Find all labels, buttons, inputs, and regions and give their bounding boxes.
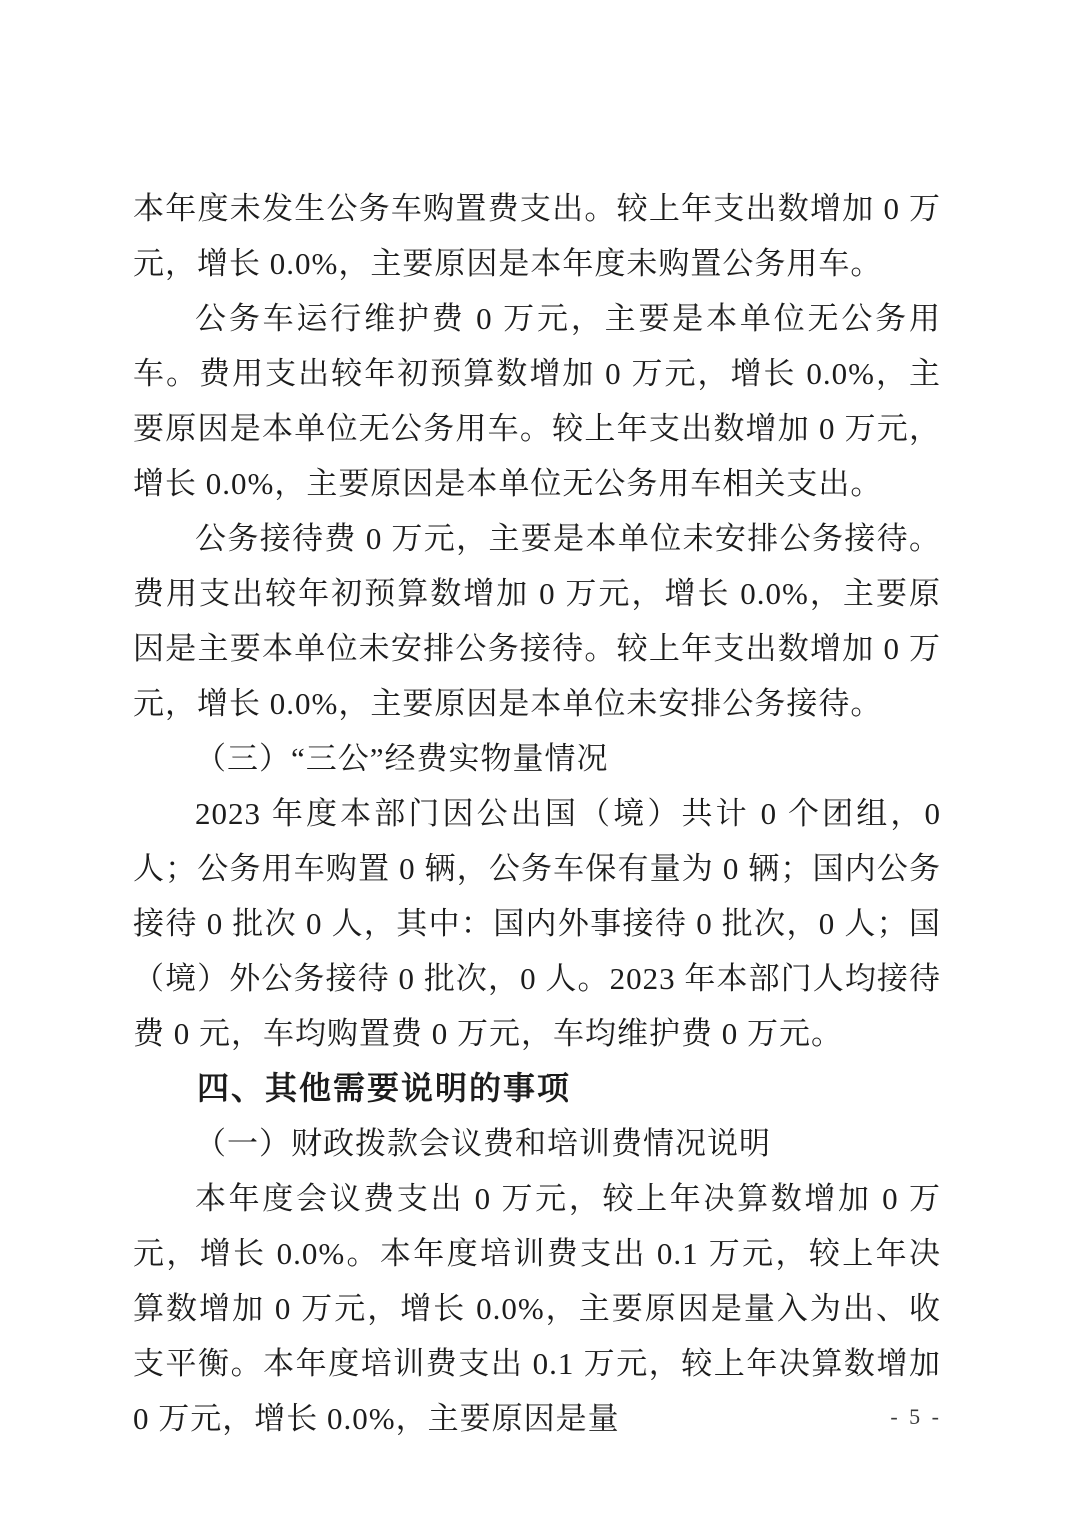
subheading-meeting-training-fees: （一）财政拨款会议费和培训费情况说明 xyxy=(195,1126,771,1161)
section-heading-other-matters: 四、其他需要说明的事项 xyxy=(197,1070,572,1106)
paragraph-meeting-training-detail: 本年度会议费支出 0 万元，较上年决算数增加 0 万元，增长 0.0%。本年度培训费支出 0.1 万元，较上年决算数增加 0 万元，增长 0.0%，主要原因是量入为出、收支平衡。本年度培训费支出 0.1 万元，较上年决算数增加 0 万元，增长 0.0%，主要原因是量 xyxy=(133,1181,941,1436)
document-body xyxy=(133,181,941,1446)
page-number: - 5 - xyxy=(890,1404,942,1429)
paragraph-physical-quantity: 2023 年度本部门因公出国（境）共计 0 个团组，0 人；公务用车购置 0 辆，公务车保有量为 0 辆；国内公务接待 0 批次 0 人，其中：国内外事接待 0 批次，0 人；国（境）外公务接待 0 批次，0 人。2023 年本部门人均接待费 0 元，车均购置费 0 万元，车均维护费 0 万元。 xyxy=(133,796,941,1051)
paragraph-vehicle-maintenance: 公务车运行维护费 0 万元，主要是本单位无公务用车。费用支出较年初预算数增加 0 万元，增长 0.0%，主要原因是本单位无公务用车。较上年支出数增加 0 万元，增长 0.0%，主要原因是本单位无公务用车相关支出。 xyxy=(133,301,941,501)
subheading-three-public-expenses: （三）“三公”经费实物量情况 xyxy=(195,741,609,776)
paragraph-vehicle-purchase-continuation: 本年度未发生公务车购置费支出。较上年支出数增加 0 万元，增长 0.0%，主要原因是本年度未购置公务用车。 xyxy=(133,191,941,281)
paragraph-official-reception: 公务接待费 0 万元，主要是本单位未安排公务接待。费用支出较年初预算数增加 0 万元，增长 0.0%，主要原因是主要本单位未安排公务接待。较上年支出数增加 0 万元，增长 0.0%，主要原因是本单位未安排公务接待。 xyxy=(133,521,941,721)
